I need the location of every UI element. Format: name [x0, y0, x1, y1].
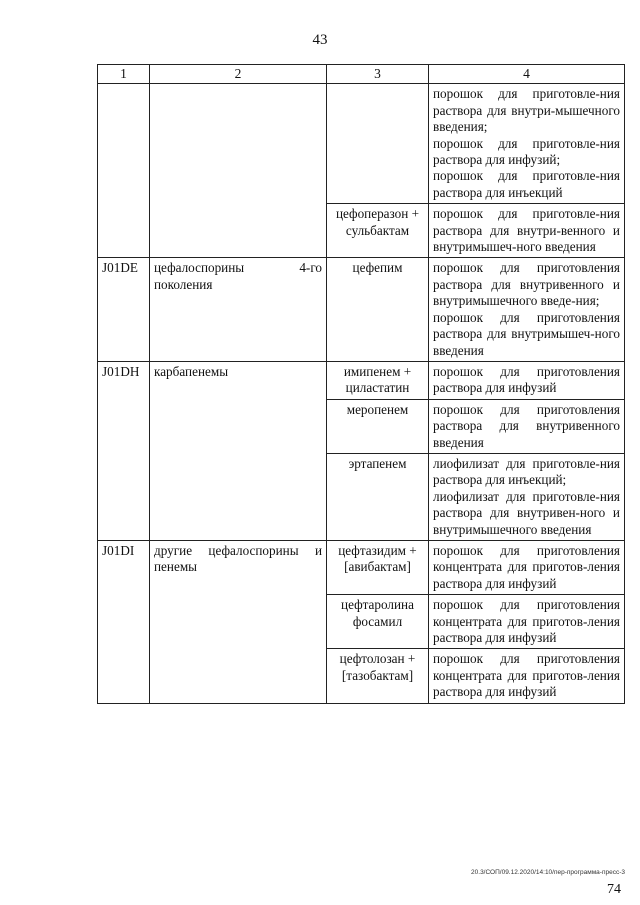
- dosage-form-line: порошок для приготовления концентрата для приготов-ления раствора для инфузий: [433, 597, 620, 645]
- inn-cell: [327, 84, 429, 204]
- dosage-form-cell: [429, 204, 625, 258]
- column-header-1: 1: [98, 65, 150, 84]
- page-number: 43: [312, 32, 328, 48]
- inn-cell: эртапенем: [327, 453, 429, 540]
- atc-code-cell: J01DE: [98, 258, 150, 361]
- dosage-form-cell: [429, 453, 625, 540]
- inn-cell: меропенем: [327, 399, 429, 453]
- dosage-form-line: порошок для приготовления раствора для инфузий: [433, 363, 620, 396]
- dosage-form-cell: [429, 361, 625, 399]
- dosage-form-cell: [429, 649, 625, 703]
- dosage-form-line: порошок для приготовле-ния раствора для внутри-венного и внутримышеч-ного введения: [433, 206, 620, 255]
- inn-cell: цефоперазон + сульбактам: [327, 204, 429, 258]
- dosage-form-line: порошок для приготовле-ния раствора для инъекций: [433, 168, 620, 200]
- column-header-3: 3: [327, 65, 429, 84]
- column-header-4: 4: [429, 65, 625, 84]
- table-row: [98, 258, 625, 361]
- table-row: [98, 540, 625, 594]
- group-name-cell: другие цефалоспорины и пенемы: [150, 540, 327, 703]
- group-name-cell: [150, 84, 327, 258]
- dosage-form-line: порошок для приготовления концентрата для приготов-ления раствора для инфузий: [433, 542, 620, 591]
- group-name-cell: карбапенемы: [150, 361, 327, 540]
- dosage-form-line: порошок для приготовле-ния раствора для внутри-мышечного введения;: [433, 86, 620, 135]
- dosage-form-line: порошок для приготовления концентрата для приготов-ления раствора для инфузий: [433, 651, 620, 700]
- dosage-form-line: порошок для приготовления раствора для внутримышеч-ного введения: [433, 309, 620, 358]
- table-row: [98, 361, 625, 399]
- dosage-form-cell: [429, 84, 625, 204]
- inn-cell: цефепим: [327, 258, 429, 361]
- inn-cell: цефтолозан + [тазобактам]: [327, 649, 429, 703]
- table-row: [98, 84, 625, 204]
- document-code: 20.3/СОП/09.12.2020/14:10/пер-программа-пресс-3: [471, 869, 625, 876]
- dosage-form-line: порошок для приготовле-ния раствора для инфузий;: [433, 135, 620, 168]
- atc-code-cell: [98, 84, 150, 258]
- dosage-form-line: порошок для приготовления раствора для внутривенного введения: [433, 401, 620, 450]
- sheet-number: 74: [607, 882, 621, 897]
- dosage-form-cell: [429, 595, 625, 649]
- table-header-row: [98, 65, 625, 84]
- dosage-form-cell: [429, 399, 625, 453]
- medicines-table: [97, 64, 625, 704]
- group-name-cell: цефалоспорины 4-го поколения: [150, 258, 327, 361]
- atc-code-cell: J01DH: [98, 361, 150, 540]
- dosage-form-line: лиофилизат для приготовле-ния раствора для инъекций;: [433, 455, 620, 488]
- inn-cell: цефтазидим + [авибактам]: [327, 540, 429, 594]
- dosage-form-line: лиофилизат для приготовле-ния раствора для внутривен-ного и внутримышечного введения: [433, 488, 620, 537]
- column-header-2: 2: [150, 65, 327, 84]
- dosage-form-line: порошок для приготовления раствора для внутривенного и внутримышечного введе-ния;: [433, 260, 620, 309]
- inn-cell: имипенем + циластатин: [327, 361, 429, 399]
- inn-cell: цефтаролина фосамил: [327, 595, 429, 649]
- dosage-form-cell: [429, 258, 625, 361]
- atc-code-cell: J01DI: [98, 540, 150, 703]
- dosage-form-cell: [429, 540, 625, 594]
